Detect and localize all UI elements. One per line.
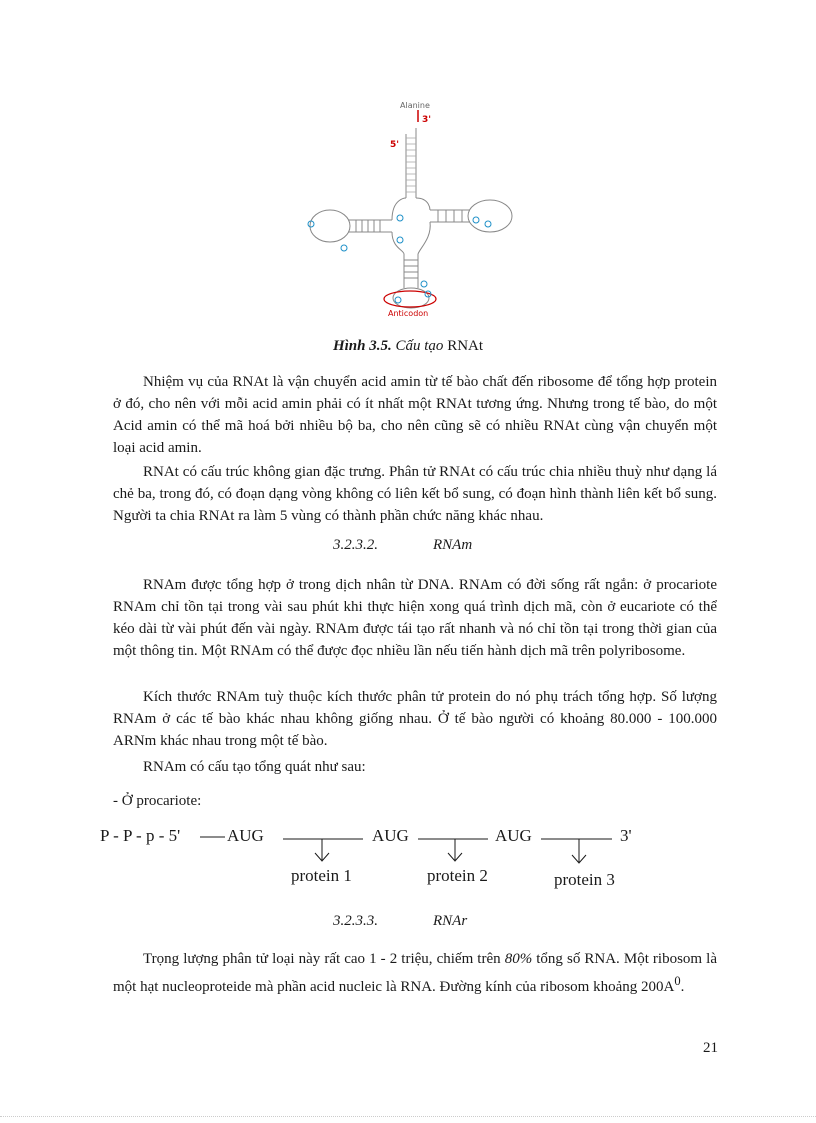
scheme-protein-2: protein 2	[427, 866, 488, 885]
scheme-protein-1: protein 1	[291, 866, 352, 885]
mrna-scheme	[100, 826, 660, 896]
scheme-arrows	[100, 826, 660, 896]
scheme-codon-2: AUG	[372, 826, 409, 845]
scheme-end: 3'	[620, 826, 632, 845]
paragraph-trna-structure: RNAt có cấu trúc không gian đặc trưng. Phân tử RNAt có cấu trúc chia nhiều thuỳ như dạng lá chẻ ba, trong đó, có đoạn dạng vòng không có liên kết bổ sung, có đoạn hình thành liên kết bổ sung. Người ta chia RNAt ra làm 5 vùng có thành phần chức năng khác nhau.	[113, 464, 717, 524]
scheme-start: P - P - p - 5'	[100, 826, 181, 845]
rnar-text-end: .	[680, 979, 685, 995]
scheme-protein-3: protein 3	[554, 870, 615, 889]
trna-cloverleaf-figure	[300, 98, 526, 324]
paragraph-procariote: - Ở procariote:	[113, 793, 202, 809]
caption-rest: RNAt	[447, 338, 484, 354]
rnar-percent: 80%	[504, 951, 533, 967]
footer-rule	[0, 1116, 816, 1117]
anticodon-label: Anticodon	[388, 309, 429, 318]
section-heading-rnar-title: RNAr	[433, 913, 468, 929]
paragraph-rnam-structure: RNAm có cấu tạo tổng quát như sau:	[143, 759, 366, 775]
section-heading-rnam-number: 3.2.3.2.	[333, 537, 378, 553]
paragraph-rnar	[113, 948, 717, 998]
paragraph-trna-function: Nhiệm vụ của RNAt là vận chuyển acid amin từ tế bào chất đến ribosome để tổng hợp protein ở đó, cho nên với mỗi acid amin phải có ít nhất một RNAt tương ứng. Nhưng trong tế bào, do một Acid amin có thể mã hoá bởi nhiều bộ ba, cho nên cũng sẽ có nhiều RNAt cùng vận chuyển một loại acid amin.	[113, 374, 717, 456]
scheme-codon-3: AUG	[495, 826, 532, 845]
paragraph-rnam-size: Kích thước RNAm tuỳ thuộc kích thước phân tử protein do nó phụ trách tổng hợp. Số lượng RNAm ở các tế bào khác nhau không giống nhau. Ở tế bào người có khoảng 80.000 - 100.000 ARNm khác nhau trong một tế bào.	[113, 689, 717, 749]
page-number: 21	[703, 1040, 718, 1056]
scheme-codon-1: AUG	[227, 826, 264, 845]
paragraph-rnam-synthesis: RNAm được tổng hợp ở trong dịch nhân từ DNA. RNAm có đời sống rất ngắn: ở procariote RNAm chỉ tồn tại trong vài sau phút khi thực hiện xong quá trình dịch mã, còn ở eucariote có thể kéo dài từ vài phút đến vài ngày. RNAm được tái tạo rất nhanh và nó chỉ tồn tại trong thời gian của một thông tin. Một RNAm có thể được đọc nhiều lần nếu tiến hành dịch mã trên polyribosome.	[113, 577, 717, 659]
five-prime-label: 5'	[390, 140, 400, 150]
caption-italic: Cấu tạo	[395, 338, 444, 354]
figure-caption	[0, 338, 816, 355]
alanine-label: Alanine	[400, 101, 430, 110]
three-prime-label: 3'	[422, 115, 432, 125]
section-heading-rnar-number: 3.2.3.3.	[333, 913, 378, 929]
rnar-text-b: tổng số RNA. Một ribosom là một hạt nucleoproteide mà phần acid nucleic là RNA. Đường kính của ribosom khoảng 200A	[113, 951, 717, 995]
rnar-superscript: 0	[674, 974, 681, 988]
section-heading-rnam-title: RNAm	[433, 537, 473, 553]
rnar-text-a: Trọng lượng phân tử loại này rất cao 1 - 2 triệu, chiếm trên	[143, 951, 505, 967]
caption-number: Hình 3.5.	[332, 338, 392, 354]
